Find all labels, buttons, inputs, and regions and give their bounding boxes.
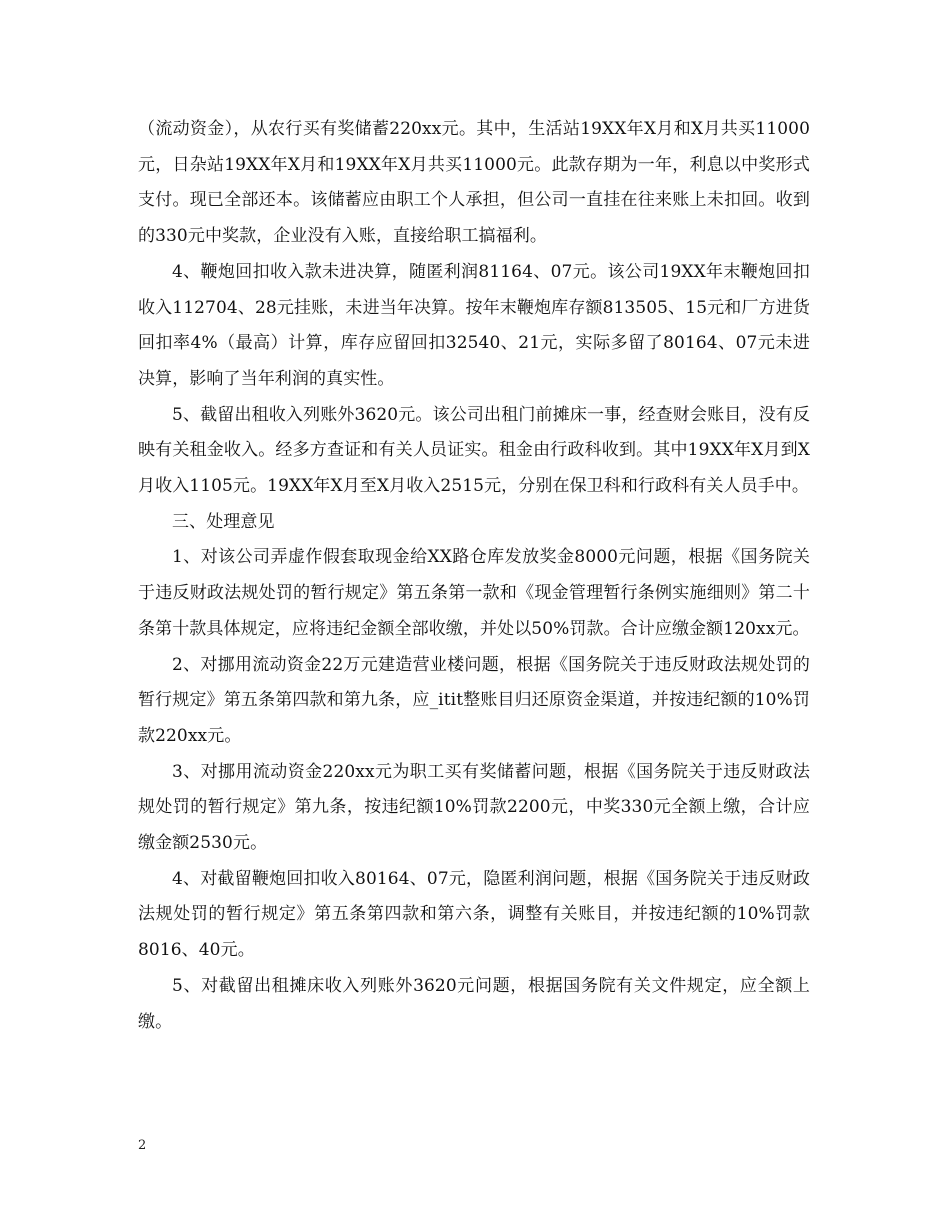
document-body	[138, 112, 810, 1040]
paragraph-2: 4、鞭炮回扣收入款未进决算，随匿利润81164、07元。该公司19XX年末鞭炮回扣收入112704、28元挂账，未进当年决算。按年末鞭炮库存额813505、15元和厂方进货回扣率4%（最高）计算，库存应留回扣32540、21元，实际多留了80164、07元未进决算，影响了当年利润的真实性。	[138, 261, 810, 389]
paragraph-3: 5、截留出租收入列账外3620元。该公司出租门前摊床一事，经查财会账目，没有反映有关租金收入。经多方查证和有关人员证实。租金由行政科收到。其中19XX年X月到X月收入1105元。19XX年X月至X月收入2515元，分别在保卫科和行政科有关人员手中。	[138, 404, 810, 497]
page-number: 2	[138, 1138, 147, 1153]
paragraph-1: （流动资金），从农行买有奖储蓄220xx元。其中，生活站19XX年X月和X月共买11000元，日杂站19XX年X月和19XX年X月共买11000元。此款存期为一年，利息以中奖形式支付。现已全部还本。该储蓄应由职工个人承担，但公司一直挂在往来账上未扣回。收到的330元中奖款，企业没有入账，直接给职工搞福利。	[138, 119, 810, 247]
paragraph-5: 2、对挪用流动资金22万元建造营业楼问题，根据《国务院关于违反财政法规处罚的暂行规定》第五条第四款和第九条，应_itit整账目归还原资金渠道，并按违纪额的10%罚款220xx元。	[138, 654, 810, 746]
section-heading: 三、处理意见	[172, 511, 275, 532]
paragraph-6: 3、对挪用流动资金220xx元为职工买有奖储蓄问题，根据《国务院关于违反财政法规处罚的暂行规定》第九条，按违纪额10%罚款2200元，中奖330元全额上缴，合计应缴金额2530元。	[138, 761, 810, 854]
paragraph-4: 1、对该公司弄虚作假套取现金给XX路仓库发放奖金8000元问题，根据《国务院关于违反财政法规处罚的暂行规定》第五条第一款和《现金管理暂行条例实施细则》第二十条第十款具体规定，应将违纪金额全部收缴，并处以50%罚款。合计应缴金额120xx元。	[138, 547, 810, 639]
paragraph-8: 5、对截留出租摊床收入列账外3620元问题，根据国务院有关文件规定，应全额上缴。	[138, 975, 810, 1032]
paragraph-7: 4、对截留鞭炮回扣收入80164、07元，隐匿利润问题，根据《国务院关于违反财政法规处罚的暂行规定》第五条第四款和第六条，调整有关账目，并按违纪额的10%罚款8016、40元。	[138, 868, 810, 961]
